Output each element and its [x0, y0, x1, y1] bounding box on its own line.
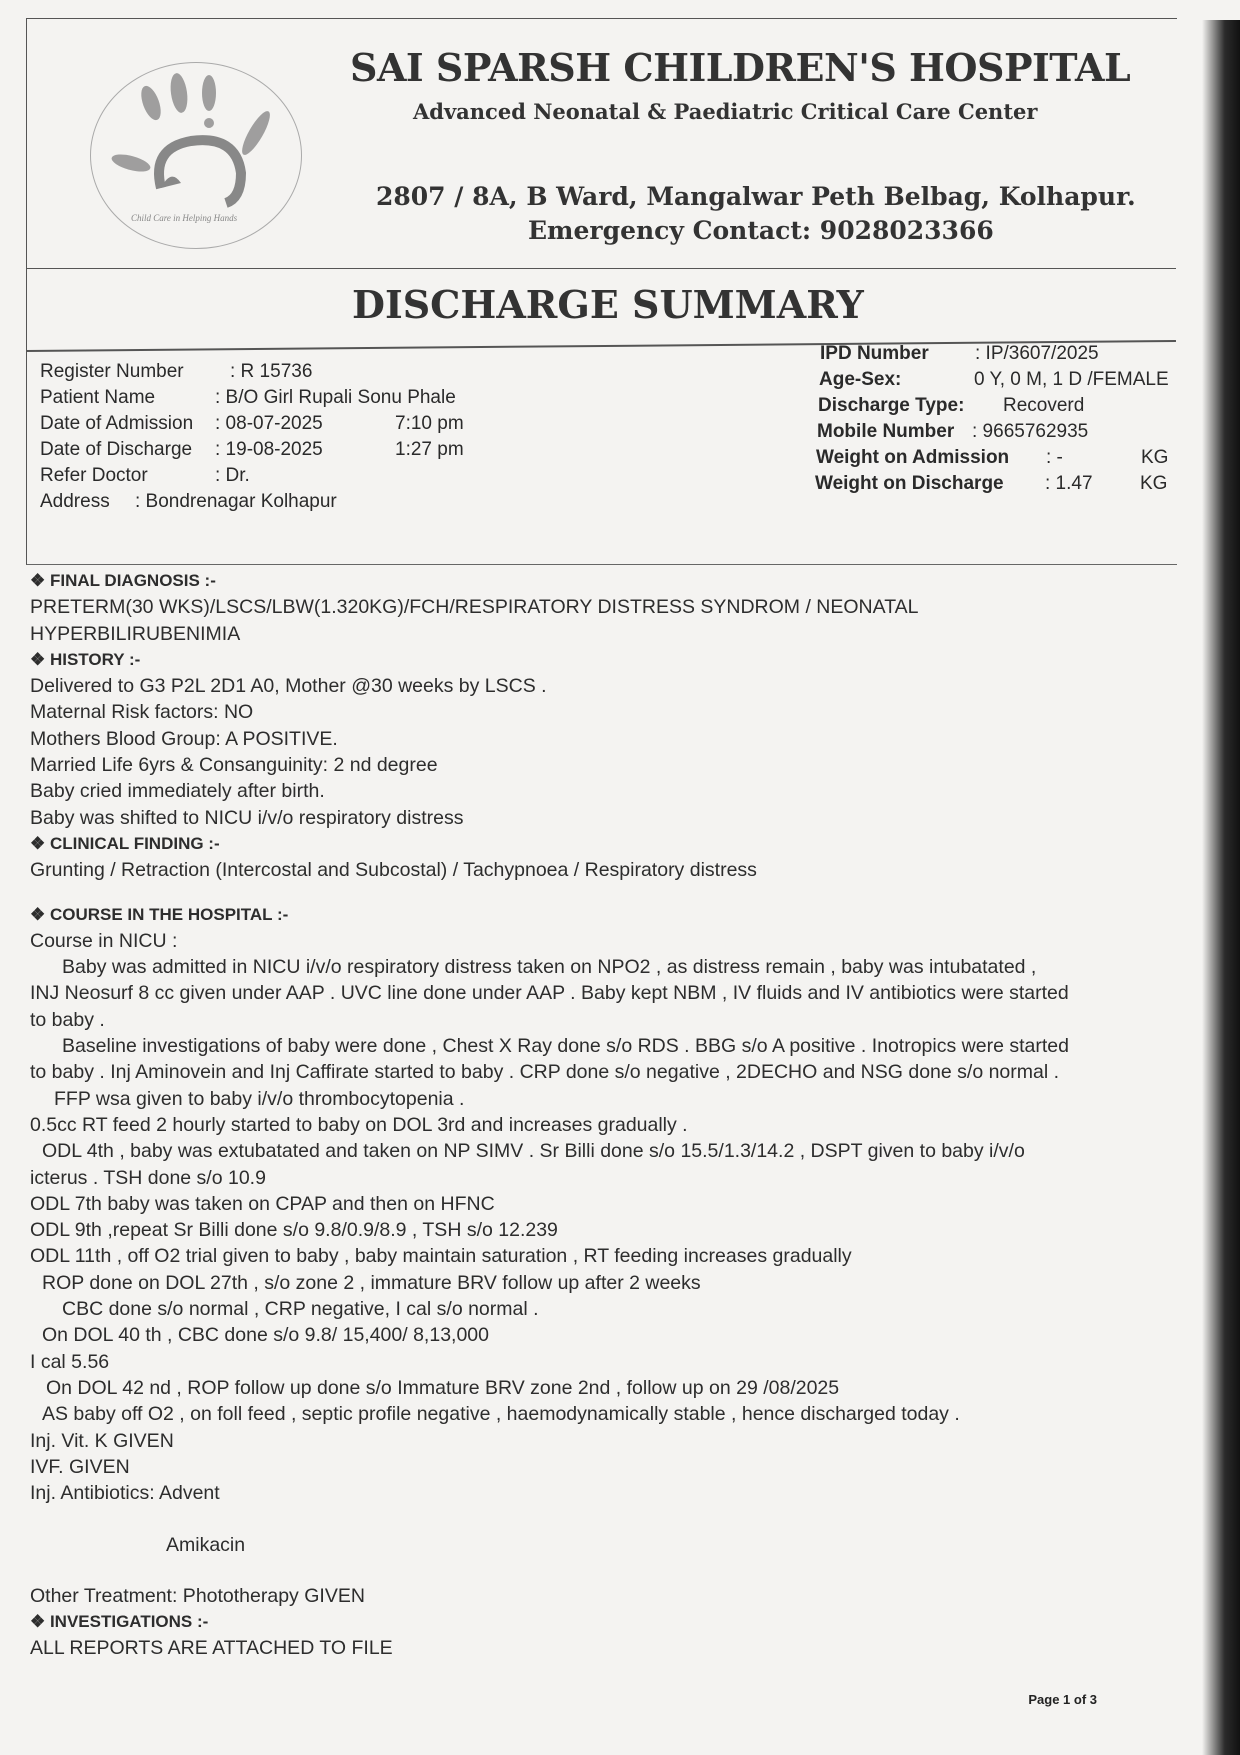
page-number: Page 1 of 3	[1028, 1692, 1097, 1707]
clinical-finding-heading: ❖ CLINICAL FINDING :-	[30, 833, 220, 853]
course-line: 0.5cc RT feed 2 hourly started to baby on DOL 3rd and increases gradually .	[30, 1113, 688, 1136]
course-line: On DOL 42 nd , ROP follow up done s/o Immature BRV zone 2nd , follow up on 29 /08/2025	[46, 1376, 840, 1399]
course-line: Course in NICU :	[30, 929, 178, 952]
diagnosis-line: HYPERBILIRUBENIMIA	[30, 622, 241, 645]
history-line: Maternal Risk factors: NO	[30, 701, 254, 724]
field-value: 0 Y, 0 M, 1 D /FEMALE	[974, 369, 1169, 390]
patient-field	[816, 445, 1240, 471]
spacer	[30, 884, 1210, 902]
patient-field	[819, 367, 1240, 393]
logo-tagline: Child Care in Helping Hands	[131, 213, 238, 223]
field-time: 1:27 pm	[395, 439, 464, 460]
field-label: Patient Name	[40, 387, 156, 408]
field-unit: KG	[1140, 473, 1168, 494]
field-value: : Dr.	[215, 465, 250, 486]
course-line: ODL 9th ,repeat Sr Billi done s/o 9.8/0.9/8.9 , TSH s/o 12.239	[30, 1219, 558, 1242]
other-treatment: Other Treatment: Phototherapy GIVEN	[30, 1584, 365, 1607]
course-lines	[30, 928, 1210, 1507]
patient-field	[40, 385, 630, 411]
field-label: Weight on Discharge	[815, 473, 1004, 494]
patient-field	[40, 359, 630, 385]
field-label: Date of Discharge	[40, 439, 193, 460]
field-label: Address	[40, 491, 110, 512]
field-value: : 08-07-2025	[215, 413, 323, 434]
field-label: Mobile Number	[817, 421, 955, 442]
history-heading: ❖ HISTORY :-	[30, 649, 141, 669]
patient-field	[818, 393, 1240, 419]
course-line: to baby . Inj Aminovein and Inj Caffirate started to baby . CRP done s/o negative , 2DECHO and NSG done s/o normal .	[30, 1061, 1060, 1084]
hospital-address: 2807 / 8A, B Ward, Mangalwar Peth Belbag, Kolhapur.	[376, 182, 1136, 211]
field-value: : 1.47	[1045, 473, 1093, 494]
final-diagnosis-heading: ❖ FINAL DIAGNOSIS :-	[30, 571, 216, 590]
course-line: INJ Neosurf 8 cc given under AAP . UVC line done under AAP . Baby kept NBM , IV fluids and IV antibiotics were started	[30, 982, 1069, 1005]
patient-field	[817, 419, 1240, 445]
patient-field	[820, 341, 1240, 367]
field-label: Weight on Admission	[816, 447, 1010, 468]
hospital-name: SAI SPARSH CHILDREN'S HOSPITAL	[350, 45, 1131, 90]
field-label: Date of Admission	[40, 413, 194, 434]
course-line: AS baby off O2 , on foll feed , septic profile negative , haemodynamically stable , hence discharged today .	[42, 1403, 960, 1426]
course-line: ODL 4th , baby was extubatated and taken on NP SIMV . Sr Billi done s/o 15.5/1.3/14.2 , DSPT given to baby i/v/o	[42, 1140, 1025, 1163]
course-line: ODL 11th , off O2 trial given to baby , baby maintain saturation , RT feeding increases gradually	[30, 1245, 852, 1268]
course-line: Baby was admitted in NICU i/v/o respiratory distress taken on NPO2 , as distress remain , baby was intubatated ,	[62, 956, 1037, 979]
divider	[26, 268, 1176, 269]
patient-info-left	[40, 359, 630, 515]
patient-field	[40, 463, 630, 489]
spacer	[30, 1559, 1210, 1583]
course-line: Baseline investigations of baby were done , Chest X Ray done s/o RDS . BBG s/o A positive . Inotropics were started	[62, 1035, 1069, 1058]
field-label: IPD Number	[820, 343, 929, 364]
course-line: CBC done s/o normal , CRP negative, I cal s/o normal .	[62, 1298, 539, 1321]
document-title: DISCHARGE SUMMARY	[352, 282, 864, 327]
patient-info-right	[815, 341, 1240, 497]
field-value: : 9665762935	[972, 421, 1089, 442]
field-label: Refer Doctor	[40, 465, 148, 486]
course-line: to baby .	[30, 1008, 105, 1031]
patient-field	[40, 411, 630, 437]
course-line: On DOL 40 th , CBC done s/o 9.8/ 15,400/ 8,13,000	[42, 1324, 489, 1347]
course-line: FFP wsa given to baby i/v/o thrombocytopenia .	[54, 1087, 465, 1110]
course-line: ODL 7th baby was taken on CPAP and then on HFNC	[30, 1192, 495, 1215]
course-line: IVF. GIVEN	[30, 1455, 130, 1478]
antibiotic-amikacin: Amikacin	[166, 1534, 246, 1557]
course-heading: ❖ COURSE IN THE HOSPITAL :-	[30, 904, 289, 924]
hospital-logo	[90, 62, 302, 249]
field-value: Recoverd	[1003, 395, 1085, 416]
history-line: Baby was shifted to NICU i/v/o respiratory distress	[30, 806, 464, 829]
course-line: Inj. Vit. K GIVEN	[30, 1429, 174, 1452]
emergency-contact: Emergency Contact: 9028023366	[528, 216, 994, 245]
investigations-line: ALL REPORTS ARE ATTACHED TO FILE	[30, 1637, 393, 1660]
field-value: : Bondrenagar Kolhapur	[135, 491, 337, 512]
field-value: : B/O Girl Rupali Sonu Phale	[215, 387, 456, 408]
history-line: Married Life 6yrs & Consanguinity: 2 nd degree	[30, 754, 438, 777]
field-time: 7:10 pm	[395, 413, 464, 434]
summary-body	[30, 568, 1210, 1662]
diagnosis-line: PRETERM(30 WKS)/LSCS/LBW(1.320KG)/FCH/RESPIRATORY DISTRESS SYNDROM / NEONATAL	[30, 596, 919, 619]
patient-field	[40, 489, 630, 515]
investigations-heading: ❖ INVESTIGATIONS :-	[30, 1611, 209, 1631]
course-line: I cal 5.56	[30, 1350, 110, 1373]
field-value: : R 15736	[230, 361, 313, 382]
field-label: Discharge Type:	[818, 395, 965, 416]
patient-field	[40, 437, 630, 463]
patient-field	[815, 471, 1240, 497]
field-value: : IP/3607/2025	[975, 343, 1099, 364]
history-line: Delivered to G3 P2L 2D1 A0, Mother @30 weeks by LSCS .	[30, 675, 547, 698]
field-unit: KG	[1141, 447, 1169, 468]
hospital-subtitle: Advanced Neonatal & Paediatric Critical Care Center	[413, 99, 1038, 124]
history-line: Baby cried immediately after birth.	[30, 780, 325, 803]
course-line: ROP done on DOL 27th , s/o zone 2 , immature BRV follow up after 2 weeks	[42, 1271, 701, 1294]
field-label: Age-Sex:	[819, 369, 902, 390]
field-label: Register Number	[40, 361, 184, 382]
field-value: : -	[1046, 447, 1063, 468]
clinical-finding-line: Grunting / Retraction (Intercostal and Subcostal) / Tachypnoea / Respiratory distress	[30, 859, 757, 882]
spacer	[30, 1506, 1210, 1532]
field-value: : 19-08-2025	[215, 439, 323, 460]
course-line: icterus . TSH done s/o 10.9	[30, 1166, 266, 1189]
course-line: Inj. Antibiotics: Advent	[30, 1482, 220, 1505]
history-line: Mothers Blood Group: A POSITIVE.	[30, 727, 338, 750]
